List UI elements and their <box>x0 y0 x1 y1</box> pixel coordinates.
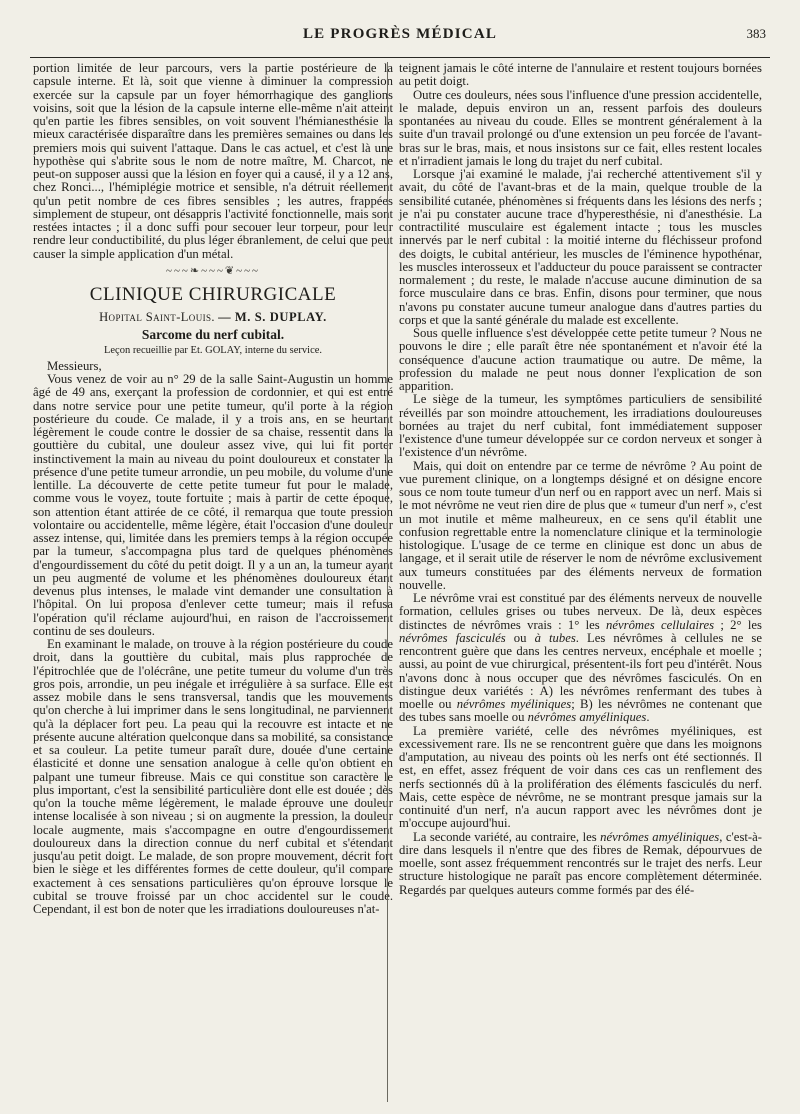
text-run: . <box>646 710 650 725</box>
text-run: . Les névrômes à cellules ne se rencontrent guère que dans les centres nerveux, encéphale et moelle ; aussi, au point de vue chirurgical, présentent-ils fort peu d'intérêt. Nous n'avons donc à nous occuper que des névrômes fasciculés. On en distingue deux variétés : A) les névrômes renfermant des tubes à moelle ou <box>399 630 762 711</box>
author-name: — M. S. DUPLAY. <box>218 310 327 324</box>
section-subtitle <box>33 311 393 324</box>
body-paragraph: Vous venez de voir au n° 29 de la salle Saint-Augustin un homme âgé de 49 ans, exerçant la profession de cordonnier, et qui est entré dans notre service pour une petite tumeur, qu'il porte à la région postérieure du coude. Ce malade, il y a trois ans, en se heurtant légèrement le coude contre le dossier de sa chaise, ressentit dans la gouttière du cubital, une douleur assez vive, qui lui fit porter instinctivement la main au niveau du point douloureux et constater la présence d'une petite tumeur arrondie, un peu mobile, du volume d'une lentille. La découverte de cette petite tumeur fut pour le malade, comme vous le voyez, toute fortuite ; mais à partir de cette époque, son attention étant attirée de ce côté, il remarqua que toute pression volontaire ou accidentelle, même légère, était l'occasion d'une douleur assez intense, qui, limitée dans les premiers temps à la région occupée par la tumeur, s'accompagna plus tard de quelques phénomènes d'engourdissement du côté du petit doigt. Il y a un an, la tumeur ayant un peu augmenté de volume et les phénomènes douloureux étant devenus plus intenses, le malade vint demander une consultation à l'hôpital. On lui proposa d'enlever cette tumeur; mais il refusa l'opération qu'il réclame aujourd'hui, en raison de l'accroissement continu de ses douleurs. <box>33 372 393 638</box>
journal-title: LE PROGRÈS MÉDICAL <box>302 26 498 42</box>
italic-term: névrômes cellulaires <box>606 617 715 632</box>
text-run: ; B) les névrômes ne contenant que des tubes sans moelle ou <box>399 697 762 725</box>
right-column <box>399 62 762 897</box>
hospital-name: Hopital Saint-Louis. <box>99 310 215 324</box>
running-head <box>0 26 800 46</box>
text-run: ou <box>505 630 535 645</box>
italic-term: à tubes <box>534 630 576 645</box>
body-paragraph-amyelinic <box>399 831 762 897</box>
body-paragraph: Sous quelle influence s'est développée cette petite tumeur ? Nous ne pouvons le dire ; elle paraît être née spontanément et n'avoir été la conséquence d'aucune action traumatique ou autre. De même, la profession du malade ne peut nous donner l'explication de son apparition. <box>399 326 762 393</box>
header-rule <box>30 57 770 58</box>
text-run: Le névrôme vrai est constitué par des éléments nerveux de nouvelle formation, cellules grises ou tubes nerveux. De là, deux espèces distinctes de névrômes vrais : 1° les <box>399 591 762 632</box>
body-paragraph: En examinant le malade, on trouve à la région postérieure du coude droit, dans la gouttière du cubital, mais plus rapprochée de l'épitrochlée que de l'olécrâne, une petite tumeur du volume d'un très gros pois, arrondie, un peu inégale et irrégulière à sa surface. Elle est assez mobile dans le sens transversal, tandis que les mouvements qu'on cherche à lui imprimer dans le sens longitudinal, ne parviennent qu'à la déplacer fort peu. La peau qui la recouvre est intacte et ne présente aucune altération quelconque dans sa mobilité, sa consistance et sa couleur. La petite tumeur paraît dure, douée d'une certaine élasticité et donne une sensation analogue à celle qu'on obtient en palpant une tumeur fibreuse. Mais ce qui constitue son caractère le plus important, c'est la sensibilité particulière dont elle est douée ; dès qu'on la touche même légèrement, le malade éprouve une douleur intense localisée à son niveau ; si on augmente la pression, la douleur locale augmente, mais s'accompagne en outre d'engourdissement douloureux dans la direction connue du nerf cubital et s'étendant jusqu'au petit doigt. Le malade, de son propre mouvement, décrit fort bien le siège et les différentes formes de cette douleur, qu'il compare exactement à ces sensations particulières qu'on éprouve lorsque le cubital se trouve froissé par un choc accidentel sur le coude. Cependant, il est bon de noter que les irradiations douloureuses n'at- <box>33 637 393 916</box>
text-run: ; 2° les <box>714 617 762 632</box>
continued-paragraph: portion limitée de leur parcours, vers la partie postérieure de la capsule interne. Et là, soit que vienne à diminuer la compression exercée sur la capsule par un foyer hémorrhagique des ganglions voisins, soit que la lésion de la capsule interne elle-même n'ait atteint qu'en partie les fibres sensibles, on voit souvent l'hémianesthésie la mieux caractérisée disparaître dans les premières semaines ou dans les premiers mois qui suivent l'attaque. Dans le cas actuel, et c'est là une hypothèse qui s'abrite sous le nom de notre maître, M. Charcot, ne peut-on supposer aussi que la lésion en foyer qui a causé, il y a 12 ans, chez Ronci..., l'hémiplégie motrice et sensible, n'a détruit réellement qu'un petit nombre de ces fibres sensibles ; les autres, frappées simplement de stupeur, ont désappris l'activité fonctionnelle, mais sont restées intactes ; il a donc suffi pour secouer leur torpeur, pour leur rendre leur conductibilité, du plus léger ébranlement, de celui que peut causer la simple application d'un métal. <box>33 61 393 261</box>
italic-term: névrômes amyéliniques <box>527 710 647 725</box>
italic-term: névrômes myéliniques <box>456 697 572 711</box>
left-column <box>33 62 393 916</box>
section-title: CLINIQUE CHIRURGICALE <box>89 284 337 305</box>
column-divider <box>387 62 388 1102</box>
body-paragraph: La première variété, celle des névrômes myéliniques, est excessivement rare. Ils ne se rencontrent guère que dans les moignons d'amputation, au niveau des points où les nerfs ont été sectionnés. Il est, en effet, assez fréquent de voir dans ces cas un renflement des nerfs sectionnés dû à la prolifération des éléments fasciculés du nerf. Mais, cette espèce de névrôme, ne se montrant presque jamais sur la continuité d'un nerf, n'a aucun rapport avec les névrômes dont je m'occupe aujourd'hui. <box>399 723 762 831</box>
page-number: 383 <box>746 26 766 41</box>
lecture-note: Leçon recueillie par Et. GOLAY, interne du service. <box>103 344 323 356</box>
italic-term: névrômes fasciculés <box>399 630 506 645</box>
text-run: La seconde variété, au contraire, les <box>413 829 601 844</box>
article-title: Sarcome du nerf cubital. <box>141 327 285 343</box>
continued-paragraph: teignent jamais le côté interne de l'annulaire et restent toujours bornées au petit doigt. <box>399 61 762 89</box>
text-run: , c'est-à-dire dans lesquels il n'entre que des fibres de Remak, dépourvues de moelle, sont assez fréquemment rencontrés sur le trajet des nerfs. Leur structure histologique ne paraît pas encore complètement déterminée. Regardés par quelques auteurs comme formés par des élé- <box>399 829 762 897</box>
salutation: Messieurs, <box>47 358 102 373</box>
body-paragraph-neuroma-types <box>399 592 762 725</box>
ornamental-divider: ~~~❧~~~❦~~~ <box>166 264 260 277</box>
body-paragraph: Mais, qui doit on entendre par ce terme de névrôme ? Au point de vue purement clinique, on a longtemps désigné et on désigne encore sous ce nom toute tumeur d'un nerf ou en rapport avec un nerf. Mais si le mot névrôme ne veut rien dire de plus que « tumeur d'un nerf », c'est un mot inutile et même malheureux, en ce sens qu'il établit une confusion regrettable entre la nomenclature clinique et la terminologie histologique. L'usage de ce terme en clinique est donc un abus de langage, et il serait utile de réserver le nom de névrôme exclusivement aux tumeurs constituées par des éléments nerveux de formation nouvelle. <box>399 458 762 592</box>
body-paragraph: Outre ces douleurs, nées sous l'influence d'une pression accidentelle, le malade, depuis environ un an, ressent parfois des douleurs spontanées au niveau du coude. Elles se montrent généralement à la suite d'un travail prolongé ou d'une extension un peu forcée de l'avant-bras sur le bras, mais, et nous insistons sur ce fait, elles restent locales et n'irradient jamais le long du trajet du nerf cubital. <box>399 87 762 168</box>
body-paragraph: Lorsque j'ai examiné le malade, j'ai recherché attentivement s'il y avait, du côté de l'avant-bras et de la main, quelque trouble de la sensibilité cutanée, phénomènes si fréquents dans les lésions des nerfs ; je n'ai pu constater aucune trace d'hyperesthésie, ni d'anesthésie. La contractilité musculaire est également intacte ; tous les muscles innervés par le nerf cubital : la moitié interne du fléchisseur profond des doigts, le cubital antérieur, les muscles de l'éminence hypothénar, les muscles interosseux et l'adducteur du pouce paraissent se contracter normalement ; du reste, le malade n'accuse aucune diminution de sa force musculaire dans ce bras. Enfin, disons pour terminer, que nous n'avons pu constater aucune tumeur analogue dans d'autres parties du corps et que la santé générale du malade est excellente. <box>399 167 762 327</box>
body-paragraph: Le siège de la tumeur, les symptômes particuliers de sensibilité réveillés par son moindre attouchement, les irradiations douloureuses bornées au trajet du nerf cubital, font immédiatement supposer l'existence d'une tumeur développée sur ce cordon nerveux et songer à l'existence d'un névrôme. <box>399 392 762 460</box>
italic-term: névrômes amyéliniques <box>600 829 720 844</box>
